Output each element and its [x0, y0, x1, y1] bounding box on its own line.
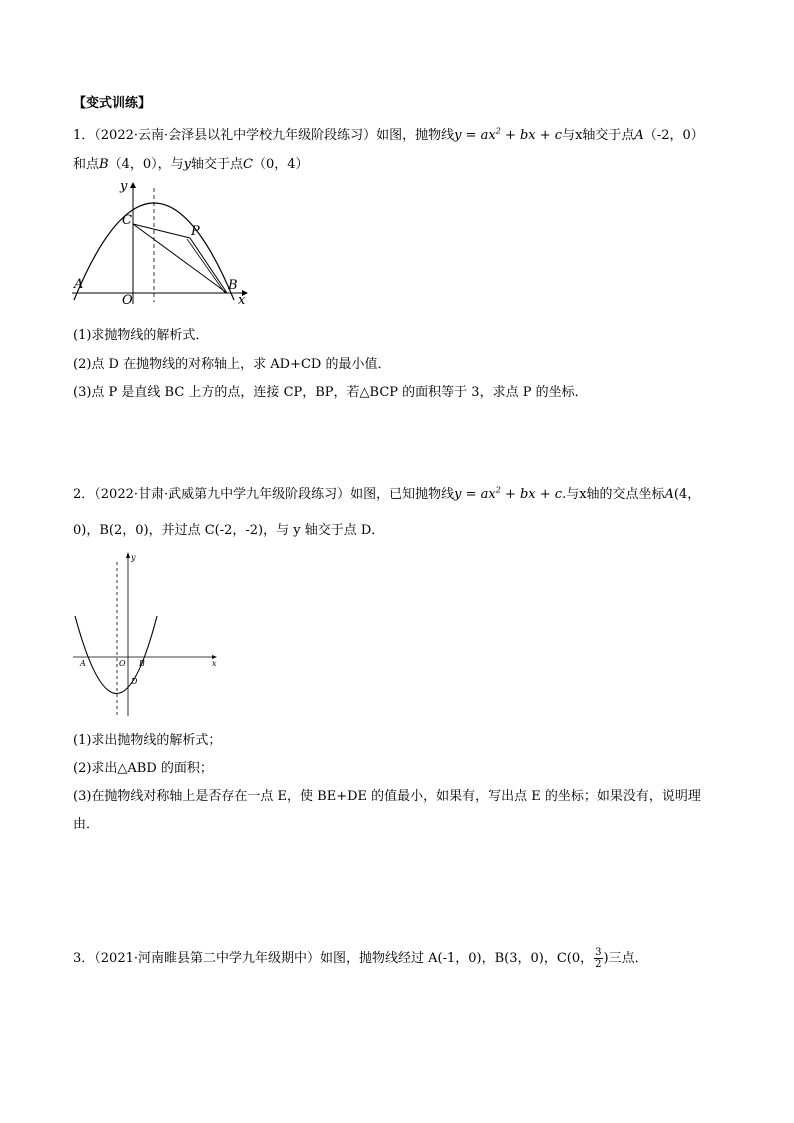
q1-point-a-coord: （-2，0）	[643, 128, 704, 143]
q1-line1-post: 与x轴交于点	[562, 128, 635, 143]
q1-label-b: B	[228, 278, 238, 293]
q2-figure	[70, 546, 222, 722]
q3-fraction	[594, 947, 602, 970]
q1-label-c: C	[122, 213, 132, 228]
q2-label-o: O	[119, 659, 126, 668]
q3-line1-pre: 3．（2021·河南睢县第二中学九年级期中）如图，抛物线经过 A(-1，0)，B(3，0)，C(0，	[73, 951, 594, 966]
q1-equation: $y = ax^2$ + bx + c	[454, 126, 563, 143]
q2-sub3b: 由．	[73, 817, 100, 832]
q2-label-d: D	[131, 677, 138, 686]
q2-line1	[73, 487, 700, 503]
q1-y-axis-word: y	[183, 157, 191, 172]
q2-label-a: A	[80, 659, 86, 668]
q1-point-c: C	[243, 157, 253, 172]
q2-label-y: y	[131, 553, 136, 562]
q2-equation: $y = ax^2$ + bx + c	[454, 485, 563, 502]
q1-label-a: A	[74, 277, 84, 292]
q2-label-b: B	[139, 659, 145, 668]
q1-y-arrow	[130, 182, 136, 188]
q3-fraction-denominator: 2	[595, 959, 602, 970]
q1-line1-pre: 1．（2022·云南·会泽县以礼中学校九年级阶段练习）如图，抛物线	[73, 128, 455, 143]
q1-sub1: (1)求抛物线的解析式．	[73, 328, 209, 343]
q1-segment-pb	[190, 238, 227, 293]
q1-line2	[73, 157, 309, 173]
q1-point-a: A	[634, 128, 644, 143]
q1-sub3: (3)点 P 是直线 BC 上方的点，连接 CP，BP，若△BCP 的面积等于 3，求点 P 的坐标．	[73, 385, 588, 400]
q1-line2-pre: 和点	[73, 157, 100, 172]
q3-line1	[73, 947, 648, 970]
q1-label-o: O	[122, 293, 133, 308]
q1-label-x: x	[238, 293, 246, 308]
q2-point-a: A	[664, 487, 674, 502]
q3-line1-post: )三点．	[603, 951, 648, 966]
q2-line1-post: .与x轴的交点坐标	[562, 487, 665, 502]
q1-sub2: (2)点 D 在抛物线的对称轴上，求 AD+CD 的最小值．	[73, 357, 391, 372]
q1-point-b-coord: （4，0），与	[108, 157, 184, 172]
q1-segment-pb2	[187, 239, 225, 293]
q2-y-arrow	[126, 552, 130, 558]
q1-point-b: B	[99, 157, 109, 172]
q1-line1	[73, 128, 704, 144]
q1-point-c-coord: （0，4）	[252, 157, 309, 172]
q2-sub2: (2)求出△ABD 的面积；	[73, 761, 213, 776]
q2-parabola	[75, 616, 157, 694]
q2-sub3a: (3)在抛物线对称轴上是否存在一点 E，使 BE+DE 的值最小，如果有，写出点 E 的坐标；如果没有，说明理	[73, 789, 701, 804]
q2-line2: 0)，B(2，0)，并过点 C(-2，-2)，与 y 轴交于点 D．	[73, 523, 385, 538]
q2-point-a-coord: (4，	[673, 487, 701, 502]
q1-segment-cp	[133, 224, 190, 238]
q2-label-x: x	[212, 659, 217, 668]
q1-line2-mid: 轴交于点	[190, 157, 243, 172]
q1-label-y: y	[120, 179, 128, 194]
section-title: 【变式训练】	[73, 96, 152, 111]
q2-line1-pre: 2．（2022·甘肃·武威第九中学九年级阶段练习）如图，已知抛物线	[73, 487, 455, 502]
q1-figure	[70, 178, 255, 308]
q2-sub1: (1)求出抛物线的解析式；	[73, 733, 222, 748]
q3-fraction-numerator: 3	[595, 947, 602, 958]
q1-label-p: P	[191, 224, 200, 239]
q1-segment-cb	[133, 224, 227, 293]
